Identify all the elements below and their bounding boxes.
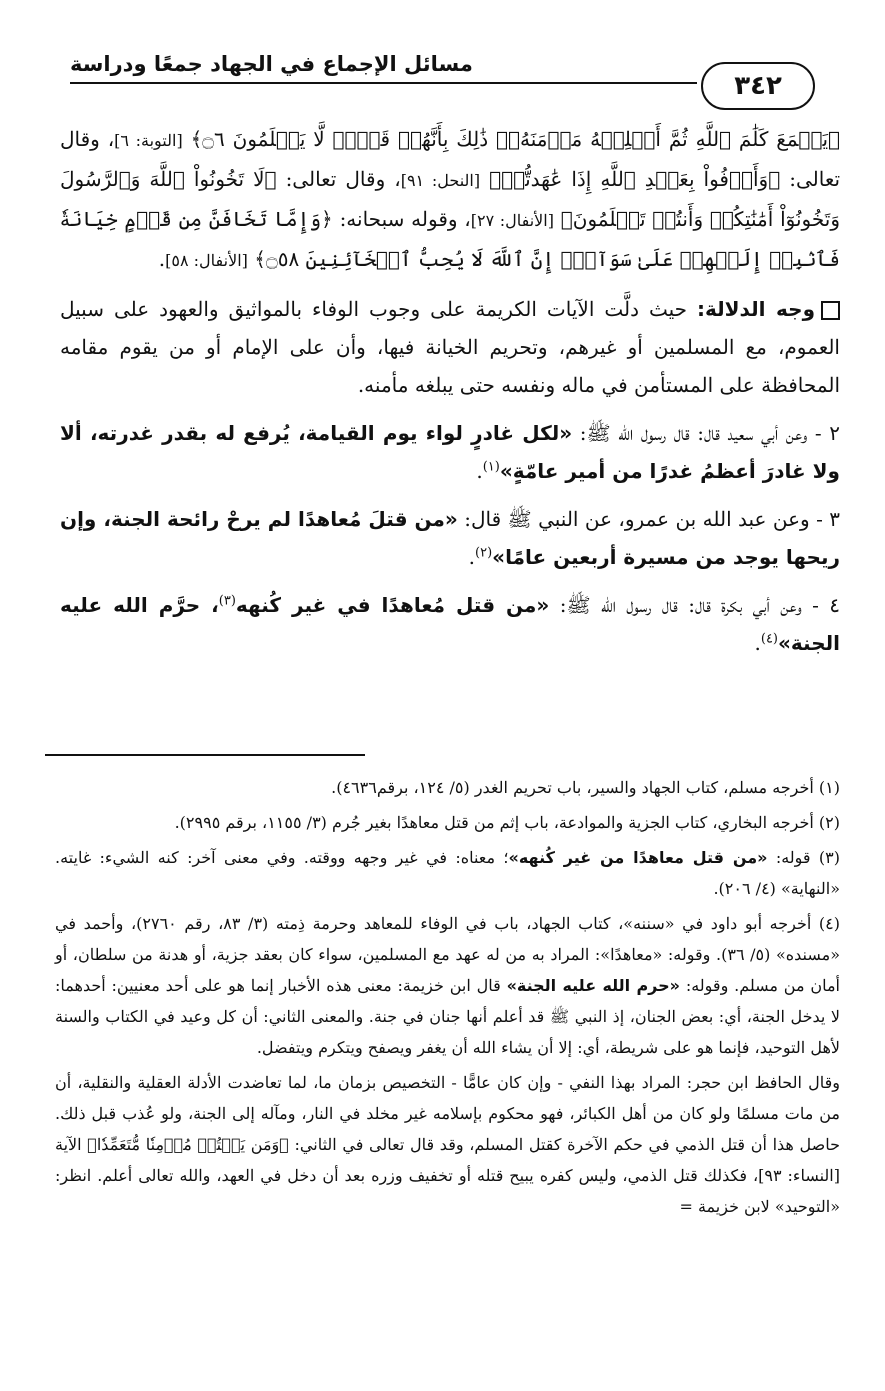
end-dot: . [158,247,166,271]
hadith-intro: ٢ - وعن أبي سعيد قال: قال رسول الله ﷺ: [572,421,840,445]
header-rule [70,82,697,84]
hadith-intro: ٤ - وعن أبي بكرة قال: قال رسول الله ﷺ: [549,593,840,617]
footnote-quote: «حرم الله عليه الجنة» [506,976,681,995]
footnote-2: (٢) أخرجه البخاري، كتاب الجزية والموادعة، باب إثم من قتل معاهدًا بغير جُرم (٣/ ١١٥٥، برقم ٢٩٩٥). [174,813,840,832]
page-header [70,52,815,102]
footnote-marker[interactable]: (١) [482,459,500,475]
footnote-3 [55,842,840,904]
verse-ref-nahl: [النحل: ٩١] [400,171,481,190]
wajh-label: وجه الدلالة: [697,297,816,321]
wajh-paragraph [60,290,840,404]
footnote-1: (١) أخرجه مسلم، كتاب الجهاد والسير، باب تحريم الغدر (٥/ ١٢٤، برقم٤٦٣٦). [331,778,840,797]
hadith-text: «من قتل مُعاهدًا في غير كُنهه [235,593,550,617]
footnote-quote: «من قتل معاهدًا من غير كُنهه» [508,848,768,867]
footnotes [55,772,840,1226]
verse-ref-tawbah: [التوبة: ٦] [114,131,183,150]
verse-ref-anfal-58: [الأنفال: ٥٨] [165,251,248,270]
verse-nahl: ﴿وَأَوۡفُواْ بِعَهۡدِ ٱللَّهِ إِذَا عَٰهَدتُّمۡ﴾ [489,167,781,191]
hadith-text: ، حرَّم الله عليه الجنة» [60,593,840,655]
end-dot: . [476,459,483,483]
footnote-marker[interactable]: (٣) [218,593,236,609]
footnote-separator [45,754,365,756]
footnote-text: (٤) أخرجه أبو داود في «سننه»، كتاب الجهاد، باب في الوفاء للمعاهد وحرمة ذِمته (٣/ ٨٣، رقم ٢٧٦٠)، وأحمد في «مسنده» (٥/ ٣٦). وقوله: «معاهدًا»: المراد به من له عهد مع المسلمين، سواء كان بعقد جزية، أو هدنة من سلطان، أو أمان من مسلم. وقوله: [55,914,841,995]
footnote-text: (٣) قوله: [767,848,841,867]
end-dot: . [754,631,761,655]
footnote-text: قال ابن خزيمة: معنى هذه الأخبار إنما هو على أحد معنيين: أحدهما: لا يدخل الجنة، أي: بعض الجنان، إذ النبي ﷺ قد أعلم أنها جنان في جنة. والمعنى الثاني: أن كل وعيد في الكتاب والسنة لأهل التوحيد، فإنما هو على شريطة، أي: إلا أن يشاء الله أن يغفر ويصفح ويتكرم ويتفضل. [55,976,840,1057]
connector-text: ، وقال تعالى: [285,167,401,191]
connector-text: ، وقوله سبحانه: [339,207,471,231]
main-text [60,120,840,672]
verse-ref-anfal-27: [الأنفال: ٢٧] [470,211,554,230]
hadith-intro: ٣ - وعن عبد الله بن عمرو، عن النبي ﷺ قال: [457,507,840,531]
hadith-4 [60,586,840,662]
footnote-4 [55,908,840,1063]
running-title: مسائل الإجماع في الجهاد جمعًا ودراسة [70,52,473,76]
footnote-4-continued: وقال الحافظ ابن حجر: المراد بهذا النفي - وإن كان عامًّا - التخصيص بزمان ما، لما تعاضدت الأدلة العقلية والنقلية، أن من مات مسلمًا ولو كان من أهل الكبائر، فهو محكوم بإسلامه غير مخلد في النار، ومآله إلى الجنة، ولو عُذب قبل ذلك. حاصل هذا أن قتل الذمي في حكم الآخرة كقتل المسلم، وقد قال تعالى في الثاني: ﴿وَمَن يَقۡتُلۡ مُؤۡمِنٗا مُّتَعَمِّدٗا﴾ الآية [النساء: ٩٣]، فكذلك قتل الذمي، وليس كفره يبيح قتله أو تخفيف وزره بعد أن دخل في العهد، والله تعالى أعلم. انظر: «التوحيد» لابن خزيمة = [55,1073,841,1216]
verse-tawbah: ﴿يَسۡمَعَ كَلَٰمَ ٱللَّهِ ثُمَّ أَبۡلِغۡهُ مَأۡمَنَهُۥۚ ذَٰلِكَ بِأَنَّهُمۡ قَوۡمٞ لَّا يَعۡلَمُونَ ۝٦﴾ [190,127,841,151]
connector-text: ، وقال تعالى: [60,127,841,191]
footnote-text: ؛ معناه: في غير وجهه ووقته. وفي معنى آخر: كنه الشيء: غايته. «النهاية» (٤/ ٢٠٦). [55,848,840,898]
page-number: ٣٤٢ [701,62,815,110]
footnote-marker[interactable]: (٤) [760,631,778,647]
verse-anfal-58: ﴿وَإِمَّا تَخَافَنَّ مِن قَوۡمٍ خِيَانَةٗ فَٱنۢبِذۡ إِلَيۡهِمۡ عَلَىٰ سَوَآءٍۚ إِنَّ ٱللَّهَ لَا يُحِبُّ ٱلۡخَآئِنِينَ ۝٥٨﴾ [60,207,840,271]
end-dot: . [468,545,476,569]
wajh-text: حيث دلَّت الآيات الكريمة على وجوب الوفاء بالمواثيق والعهود على سبيل العموم، مع المسلمين أو غيرهم، وتحريم الخيانة فيها، وأن على الإمام أو من يقوم مقامه المحافظة على المستأمن في ماله ونفسه حتى يبلغه مأمنه. [60,297,840,397]
footnote-marker[interactable]: (٢) [475,545,493,561]
square-bullet-icon [821,301,840,320]
hadith-3 [60,500,840,576]
verse-anfal-27: ﴿لَا تَخُونُواْ ٱللَّهَ وَٱلرَّسُولَ وَتَخُونُوٓاْ أَمَٰنَٰتِكُمۡ وَأَنتُمۡ تَعۡلَمُونَ﴾ [60,167,840,231]
hadith-text: «لكل غادرٍ لواء يوم القيامة، يُرفع له بقدر غدرته، ألا ولا غادرَ أعظمُ غدرًا من أمير عامّةٍ» [60,421,840,483]
verses-paragraph [60,120,840,280]
hadith-text: «من قتلَ مُعاهدًا لم يرحْ رائحة الجنة، وإن ريحها يوجد من مسيرة أربعين عامًا» [60,507,840,569]
hadith-2 [60,414,840,490]
